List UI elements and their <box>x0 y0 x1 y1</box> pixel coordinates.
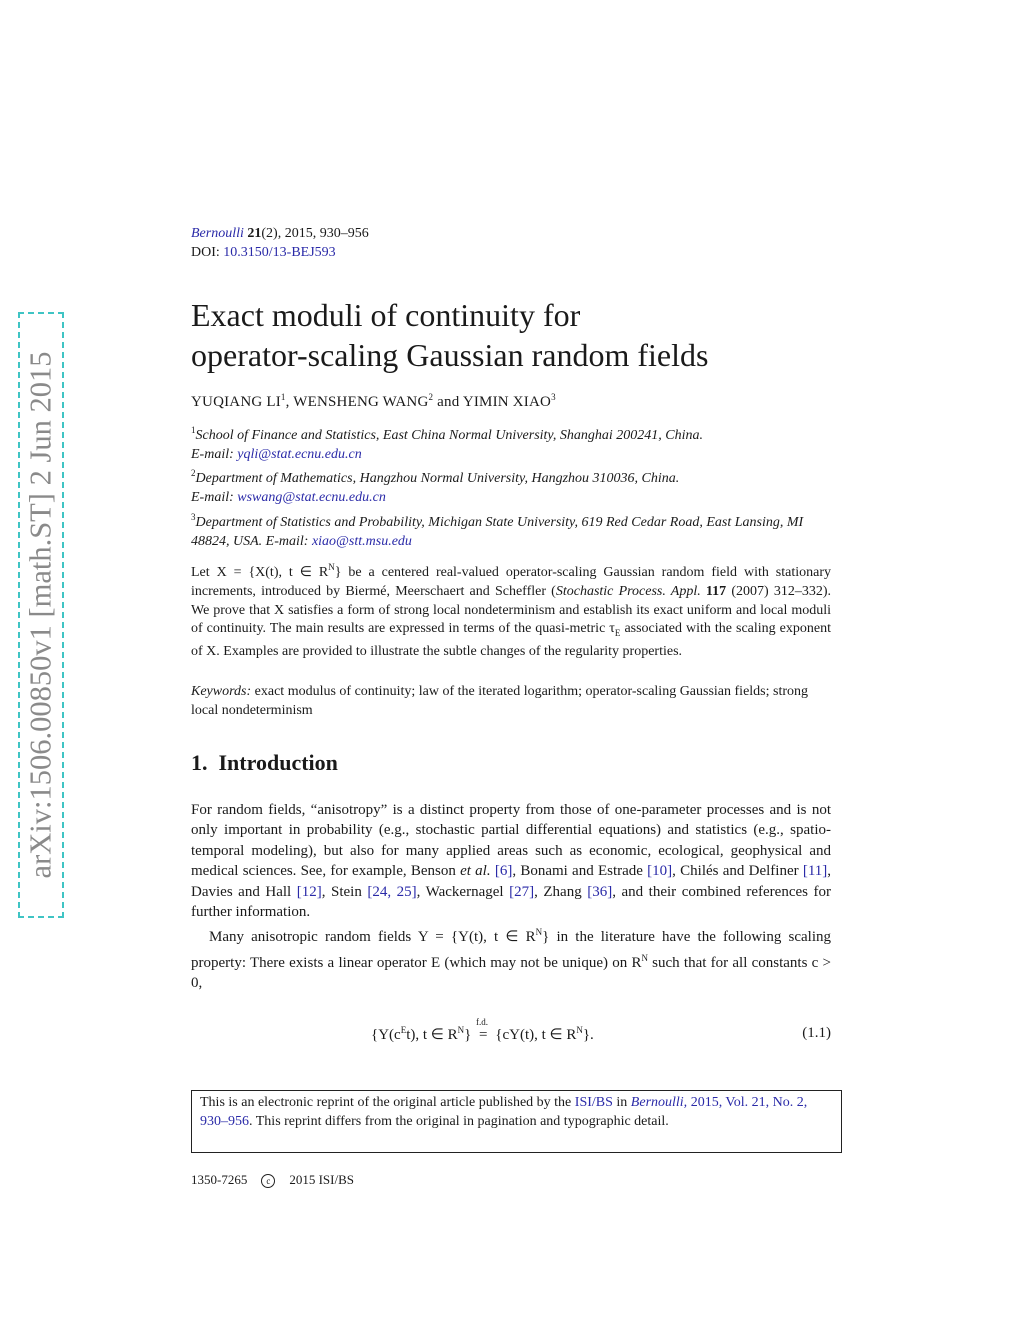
eq-relation-sign: = <box>479 1027 488 1043</box>
para-text: For random fields, “anisotropy” is a distinct property from those of one-parameter processes and is not only important in probability (e.g., stochastic partial differential equations) and statistics (e.g., spatio-temporal modeling), but also for many applied areas such as economic, ecological, geophysical and medical sciences. See, for example, Benson <box>191 802 831 880</box>
author-sup: 3 <box>551 392 556 402</box>
eq-part: {Y(c <box>371 1027 401 1043</box>
email-link[interactable]: yqli@stat.ecnu.edu.cn <box>237 446 362 462</box>
eq-relation-sup: f.d. <box>476 1017 489 1027</box>
journal-link[interactable]: Bernoulli, <box>630 1095 688 1110</box>
journal-issue: (2), 2015, 930–956 <box>261 226 369 241</box>
intro-body <box>191 800 831 994</box>
arxiv-id: arXiv:1506.00850v1 [math.ST] 2 Jun 2015 <box>23 351 58 879</box>
author-name: YIMIN XIAO <box>462 394 552 410</box>
para-text: , Zhang <box>534 883 588 900</box>
equation-1-1 <box>191 1017 831 1049</box>
affil-text: Department of Statistics and Probability, Michigan State University, 619 Red Cedar Road, East Lansing, MI 48824, USA. E-mail: <box>191 514 804 549</box>
doi-label: DOI: <box>191 245 220 260</box>
affil-sup: 3 <box>191 511 196 522</box>
para-text: , Bonami and Estrade <box>512 863 648 880</box>
affiliations <box>191 421 841 551</box>
paper-title <box>191 295 851 375</box>
para-text: , Wackernagel <box>416 883 510 900</box>
author-sep: , <box>285 394 290 410</box>
eq-part: {cY(t), t ∈ R <box>495 1027 577 1043</box>
paragraph <box>191 800 831 922</box>
abstract-text: Let X = {X(t), t ∈ R <box>191 565 329 580</box>
para-text: , Stein <box>321 883 368 900</box>
citation-link[interactable]: [10] <box>647 863 673 880</box>
para-text: } in the literature have the following scaling property: There exists a linear operator E (which may not be unique) on R <box>191 929 831 971</box>
eq-sup: E <box>400 1025 407 1035</box>
reprint-text: in <box>612 1095 631 1110</box>
reprint-notice <box>191 1090 842 1153</box>
journal-volume: 21 <box>247 226 262 241</box>
eq-part: t), t ∈ R <box>406 1027 458 1043</box>
paragraph <box>191 922 831 993</box>
affil-sup: 1 <box>191 425 196 435</box>
issn: 1350-7265 <box>191 1172 248 1187</box>
abstract <box>191 558 831 662</box>
reprint-text: . This reprint differs from the original in pagination and typographic detail. <box>249 1113 669 1129</box>
reprint-text: This is an electronic reprint of the original article published by the <box>200 1095 575 1110</box>
abstract-sup: N <box>328 562 335 572</box>
copyright-icon: c <box>261 1174 275 1188</box>
keywords-text: exact modulus of continuity; law of the iterated logarithm; operator-scaling Gaussian fields; strong local nondeterminism <box>191 684 809 718</box>
para-text: Many anisotropic random fields Y = {Y(t), t ∈ R <box>209 929 536 946</box>
abstract-text: associated with the scaling exponent of X. Examples are provided to illustrate the subtle changes of the regularity properties. <box>191 621 831 659</box>
author-list <box>191 392 556 411</box>
affil-text: Department of Mathematics, Hangzhou Normal University, Hangzhou 310036, China. <box>195 471 680 487</box>
citation-link[interactable]: [24, 25] <box>367 883 417 900</box>
arxiv-stamp <box>18 312 64 918</box>
email-label: E-mail: <box>191 490 234 506</box>
eq-part: } <box>464 1027 472 1043</box>
para-text: , and their combined references for further information. <box>191 883 831 921</box>
para-sup: N <box>535 927 543 938</box>
affil-text: School of Finance and Statistics, East China Normal University, Shanghai 200241, China. <box>195 428 703 443</box>
citation-link[interactable]: [11] <box>802 863 828 880</box>
section-heading <box>191 750 338 776</box>
isi-link[interactable]: ISI/BS <box>574 1095 613 1110</box>
section-number: 1. <box>191 750 208 775</box>
copyright-text: 2015 ISI/BS <box>289 1172 354 1187</box>
abstract-italic: Stochastic Process. Appl. <box>555 583 701 599</box>
author-name: WENSHENG WANG <box>293 394 429 410</box>
footer <box>191 1172 354 1188</box>
abstract-text: (2007) 312–332). We prove that X satisfies a form of strong local nondeterminism and establish its exact uniform and local moduli of continuity. The main results are expressed in terms of the quasi-metric τ <box>191 583 831 637</box>
section-title: Introduction <box>218 750 338 775</box>
citation-link[interactable]: [27] <box>509 883 535 900</box>
citation-link[interactable]: [36] <box>587 883 613 900</box>
para-sup: N <box>641 952 648 963</box>
email-link[interactable]: xiao@stt.msu.edu <box>311 533 412 549</box>
citation-link[interactable]: [6] <box>494 863 513 880</box>
keywords-label: Keywords: <box>191 684 252 699</box>
eq-relation <box>476 1017 489 1044</box>
email-link[interactable]: wswang@stat.ecnu.edu.cn <box>237 490 386 506</box>
para-text: , Chilés and Delfiner <box>672 863 803 880</box>
para-text: , Davies and Hall <box>191 863 832 900</box>
para-italic: et al. <box>460 863 491 880</box>
article-ref-link[interactable]: 2015, Vol. 21, No. 2, 930–956 <box>200 1095 808 1129</box>
abstract-bold: 117 <box>705 583 727 599</box>
abstract-sub: E <box>614 628 621 639</box>
eq-sup: N <box>457 1025 465 1035</box>
affil-sup: 2 <box>191 468 196 479</box>
title-line-2: operator-scaling Gaussian random fields <box>191 337 709 373</box>
title-line-1: Exact moduli of continuity for <box>191 297 581 333</box>
author-sup: 2 <box>428 392 434 402</box>
doi-link[interactable]: 10.3150/13-BEJ593 <box>223 245 336 260</box>
author-sup: 1 <box>280 392 286 402</box>
journal-link[interactable]: Bernoulli <box>191 226 244 241</box>
keywords <box>191 682 831 720</box>
eq-part: }. <box>582 1027 594 1043</box>
journal-header <box>191 224 369 262</box>
equation-number: (1.1) <box>802 1025 831 1041</box>
abstract-text: } be a centered real-valued operator-scaling Gaussian random field with stationary increments, introduced by Biermé, Meerschaert and Scheffler ( <box>191 565 831 599</box>
equation-body <box>371 1017 594 1044</box>
author-and: and <box>437 394 460 410</box>
para-text: such that for all constants c > 0, <box>191 954 831 992</box>
email-label: E-mail: <box>191 446 234 462</box>
citation-link[interactable]: [12] <box>296 883 322 900</box>
author-name: YUQIANG LI <box>191 394 281 410</box>
eq-sup: N <box>576 1025 583 1035</box>
